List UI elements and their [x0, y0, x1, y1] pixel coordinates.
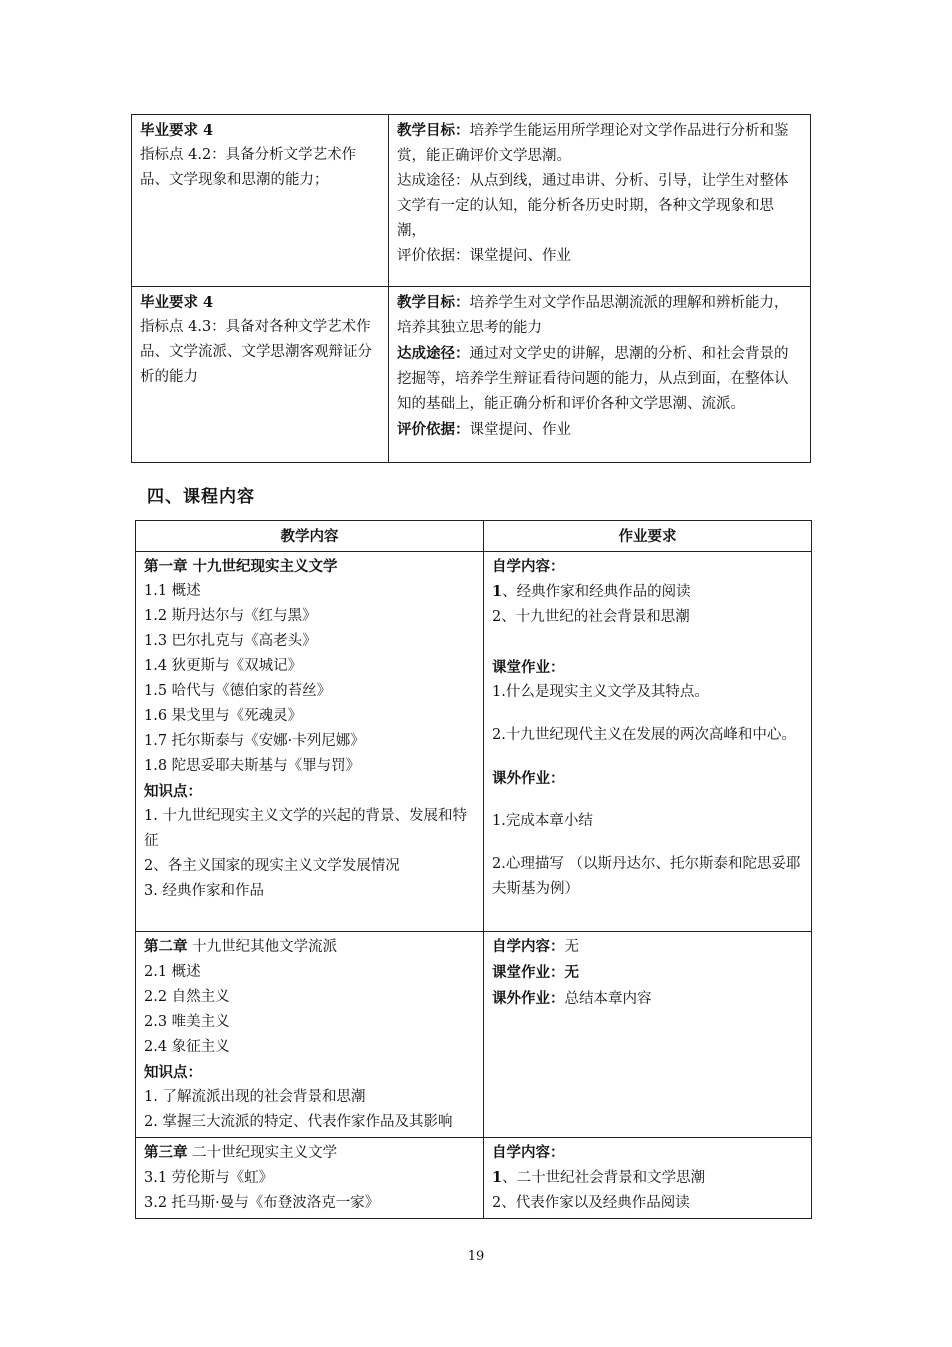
list-item: 1.8 陀思妥耶夫斯基与《罪与罚》 [144, 758, 361, 774]
class-assignment-item: 2.十九世纪现代主义在发展的两次高峰和中心。 [492, 727, 796, 743]
list-item: 3.2 托马斯·曼与《布登波洛克一家》 [144, 1195, 380, 1211]
chapter-assignment-cell [484, 932, 812, 1138]
chapter-content-cell [136, 1138, 484, 1219]
chapter-title: 第二章 十九世纪其他文学流派 [144, 938, 338, 955]
knowledge-point: 3. 经典作家和作品 [144, 883, 264, 899]
chapter-row [136, 552, 812, 932]
objective-cell [389, 115, 811, 287]
list-item: 1.1 概述 [144, 583, 201, 599]
class-assignment-label: 课堂作业： [492, 659, 565, 676]
requirements-table [131, 114, 811, 463]
knowledge-point: 2. 掌握三大流派的特定、代表作家作品及其影响 [144, 1114, 453, 1130]
requirement-title: 毕业要求 4 [140, 122, 214, 139]
extra-assignment-line: 课外作业：总结本章内容 [492, 990, 652, 1007]
page-number: 19 [467, 1249, 485, 1264]
list-item: 2.1 概述 [144, 964, 201, 980]
self-study-item: 1、经典作家和经典作品的阅读 [492, 583, 691, 600]
list-item: 1.5 哈代与《德伯家的苔丝》 [144, 683, 332, 699]
self-study-item: 2、十九世纪的社会背景和思潮 [492, 609, 690, 625]
list-item: 1.6 果戈里与《死魂灵》 [144, 708, 303, 724]
chapter-title: 第三章 二十世纪现实主义文学 [144, 1144, 338, 1161]
knowledge-points-label: 知识点： [144, 1064, 202, 1081]
requirement-title: 毕业要求 4 [140, 294, 214, 311]
extra-assignment-item: 2.心理描写 （以斯丹达尔、托尔斯泰和陀思妥耶夫斯基为例） [492, 856, 801, 897]
requirement-row [132, 287, 811, 463]
objective-line: 教学目标：培养学生能运用所学理论对文学作品进行分析和鉴赏，能正确评价文学思潮。 [397, 122, 789, 164]
class-assignment-item: 1.什么是现实主义文学及其特点。 [492, 684, 709, 700]
self-study-label: 自学内容： [492, 1144, 565, 1161]
course-content-table [135, 520, 812, 1219]
list-item: 1.7 托尔斯泰与《安娜·卡列尼娜》 [144, 733, 365, 749]
requirement-cell [132, 115, 389, 287]
requirement-row [132, 115, 811, 287]
self-study-line: 自学内容：无 [492, 938, 579, 955]
list-item: 3.1 劳伦斯与《虹》 [144, 1170, 274, 1186]
list-item: 2.3 唯美主义 [144, 1014, 230, 1030]
objective-cell [389, 287, 811, 463]
list-item: 1.4 狄更斯与《双城记》 [144, 658, 303, 674]
knowledge-point: 2、各主义国家的现实主义文学发展情况 [144, 858, 400, 874]
evaluation-line: 评价依据：课堂提问、作业 [397, 248, 571, 264]
list-item: 1.3 巴尔扎克与《高老头》 [144, 633, 317, 649]
chapter-content-cell [136, 552, 484, 932]
requirement-cell [132, 287, 389, 463]
list-item: 2.2 自然主义 [144, 989, 230, 1005]
chapter-row [136, 932, 812, 1138]
table-header-row [136, 521, 812, 552]
header-assignment: 作业要求 [484, 521, 812, 552]
chapter-row [136, 1138, 812, 1219]
extra-assignment-label: 课外作业： [492, 770, 565, 787]
self-study-item: 2、代表作家以及经典作品阅读 [492, 1195, 690, 1211]
chapter-title: 第一章 十九世纪现实主义文学 [144, 558, 338, 575]
knowledge-point: 1. 十九世纪现实主义文学的兴起的背景、发展和特征 [144, 808, 467, 849]
objective-line: 教学目标：培养学生对文学作品思潮流派的理解和辨析能力，培养其独立思考的能力 [397, 294, 789, 336]
chapter-assignment-cell [484, 1138, 812, 1219]
evaluation-line: 评价依据：课堂提问、作业 [397, 421, 571, 438]
chapter-content-cell [136, 932, 484, 1138]
approach-line: 达成途径：通过对文学史的讲解，思潮的分析、和社会背景的挖掘等，培养学生辩证看待问题的能力，从点到面，在整体认知的基础上，能正确分析和评价各种文学思潮、流派。 [397, 345, 789, 412]
self-study-item: 1、二十世纪社会背景和文学思潮 [492, 1169, 706, 1186]
class-assignment-line: 课堂作业：无 [492, 964, 579, 981]
extra-assignment-item: 1.完成本章小结 [492, 813, 593, 829]
header-teaching-content: 教学内容 [136, 521, 484, 552]
self-study-label: 自学内容： [492, 558, 565, 575]
approach-line: 达成途径：从点到线，通过串讲、分析、引导，让学生对整体文学有一定的认知，能分析各历史时期，各种文学现象和思潮， [397, 173, 789, 239]
chapter-assignment-cell [484, 552, 812, 932]
knowledge-points-label: 知识点： [144, 783, 202, 800]
indicator-text: 指标点 4.2：具备分析文学艺术作品、文学现象和思潮的能力； [140, 147, 357, 188]
indicator-text: 指标点 4.3：具备对各种文学艺术作品、文学流派、文学思潮客观辩证分析的能力 [140, 319, 372, 385]
list-item: 1.2 斯丹达尔与《红与黑》 [144, 608, 317, 624]
section-heading: 四、课程内容 [147, 487, 255, 507]
knowledge-point: 1. 了解流派出现的社会背景和思潮 [144, 1089, 366, 1105]
list-item: 2.4 象征主义 [144, 1039, 230, 1055]
